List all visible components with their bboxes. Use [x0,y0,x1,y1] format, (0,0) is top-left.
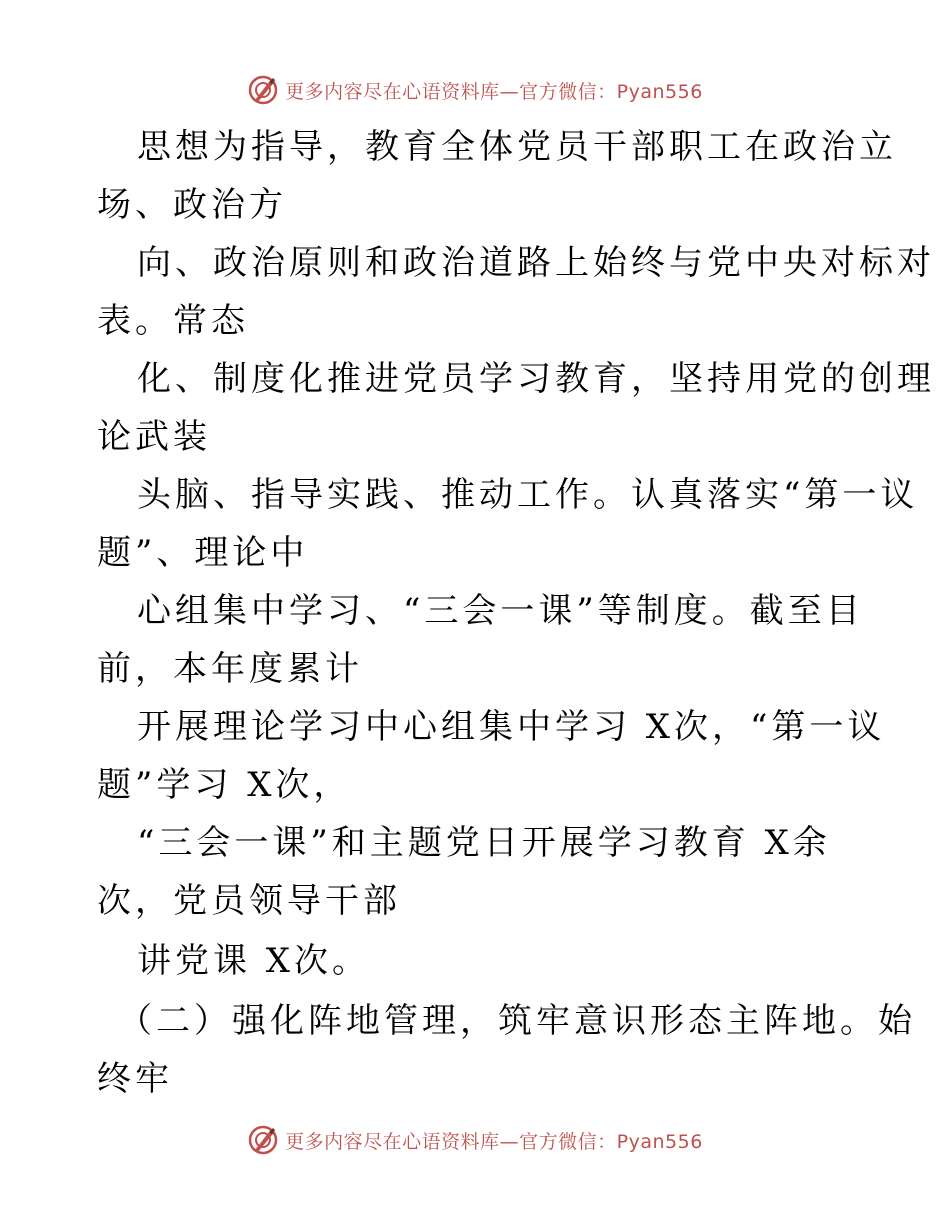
body-line: 讲党课 X次。 [137,941,371,981]
body-line: 场、政治方 [97,185,287,225]
body-line: 表。常态 [97,301,249,341]
body-line: 次，党员领导干部 [97,881,401,921]
body-line: 前，本年度累计 [97,649,363,689]
body-line: 论武装 [97,417,211,457]
body-line: 化、制度化推进党员学习教育，坚持用党的创理 [137,359,935,399]
header-watermark [0,70,950,110]
body-line: 题”学习 X次， [97,765,352,805]
body-line: 向、政治原则和政治道路上始终与党中央对标对 [137,243,935,283]
body-line: 头脑、指导实践、推动工作。认真落实“第一议 [137,475,919,515]
footer-watermark-text: 更多内容尽在心语资料库—官方微信：Pyan556 [285,1130,703,1153]
body-line: 心组集中学习、“三会一课”等制度。截至目 [137,591,864,631]
section-heading-line: （二）强化阵地管理，筑牢意识形态主阵地。始 [118,1001,916,1041]
body-line: 思想为指导，教育全体党员干部职工在政治立 [137,127,897,167]
header-watermark-text: 更多内容尽在心语资料库—官方微信：Pyan556 [285,80,703,103]
pen-logo-icon [247,74,279,106]
body-line: 开展理论学习中心组集中学习 X次，“第一议 [137,707,886,747]
footer-watermark [0,1120,950,1160]
body-line: “三会一课”和主题党日开展学习教育 X余 [137,823,831,863]
body-line: 题”、理论中 [97,533,309,573]
body-line: 终牢 [97,1059,173,1099]
pen-logo-icon [247,1124,279,1156]
